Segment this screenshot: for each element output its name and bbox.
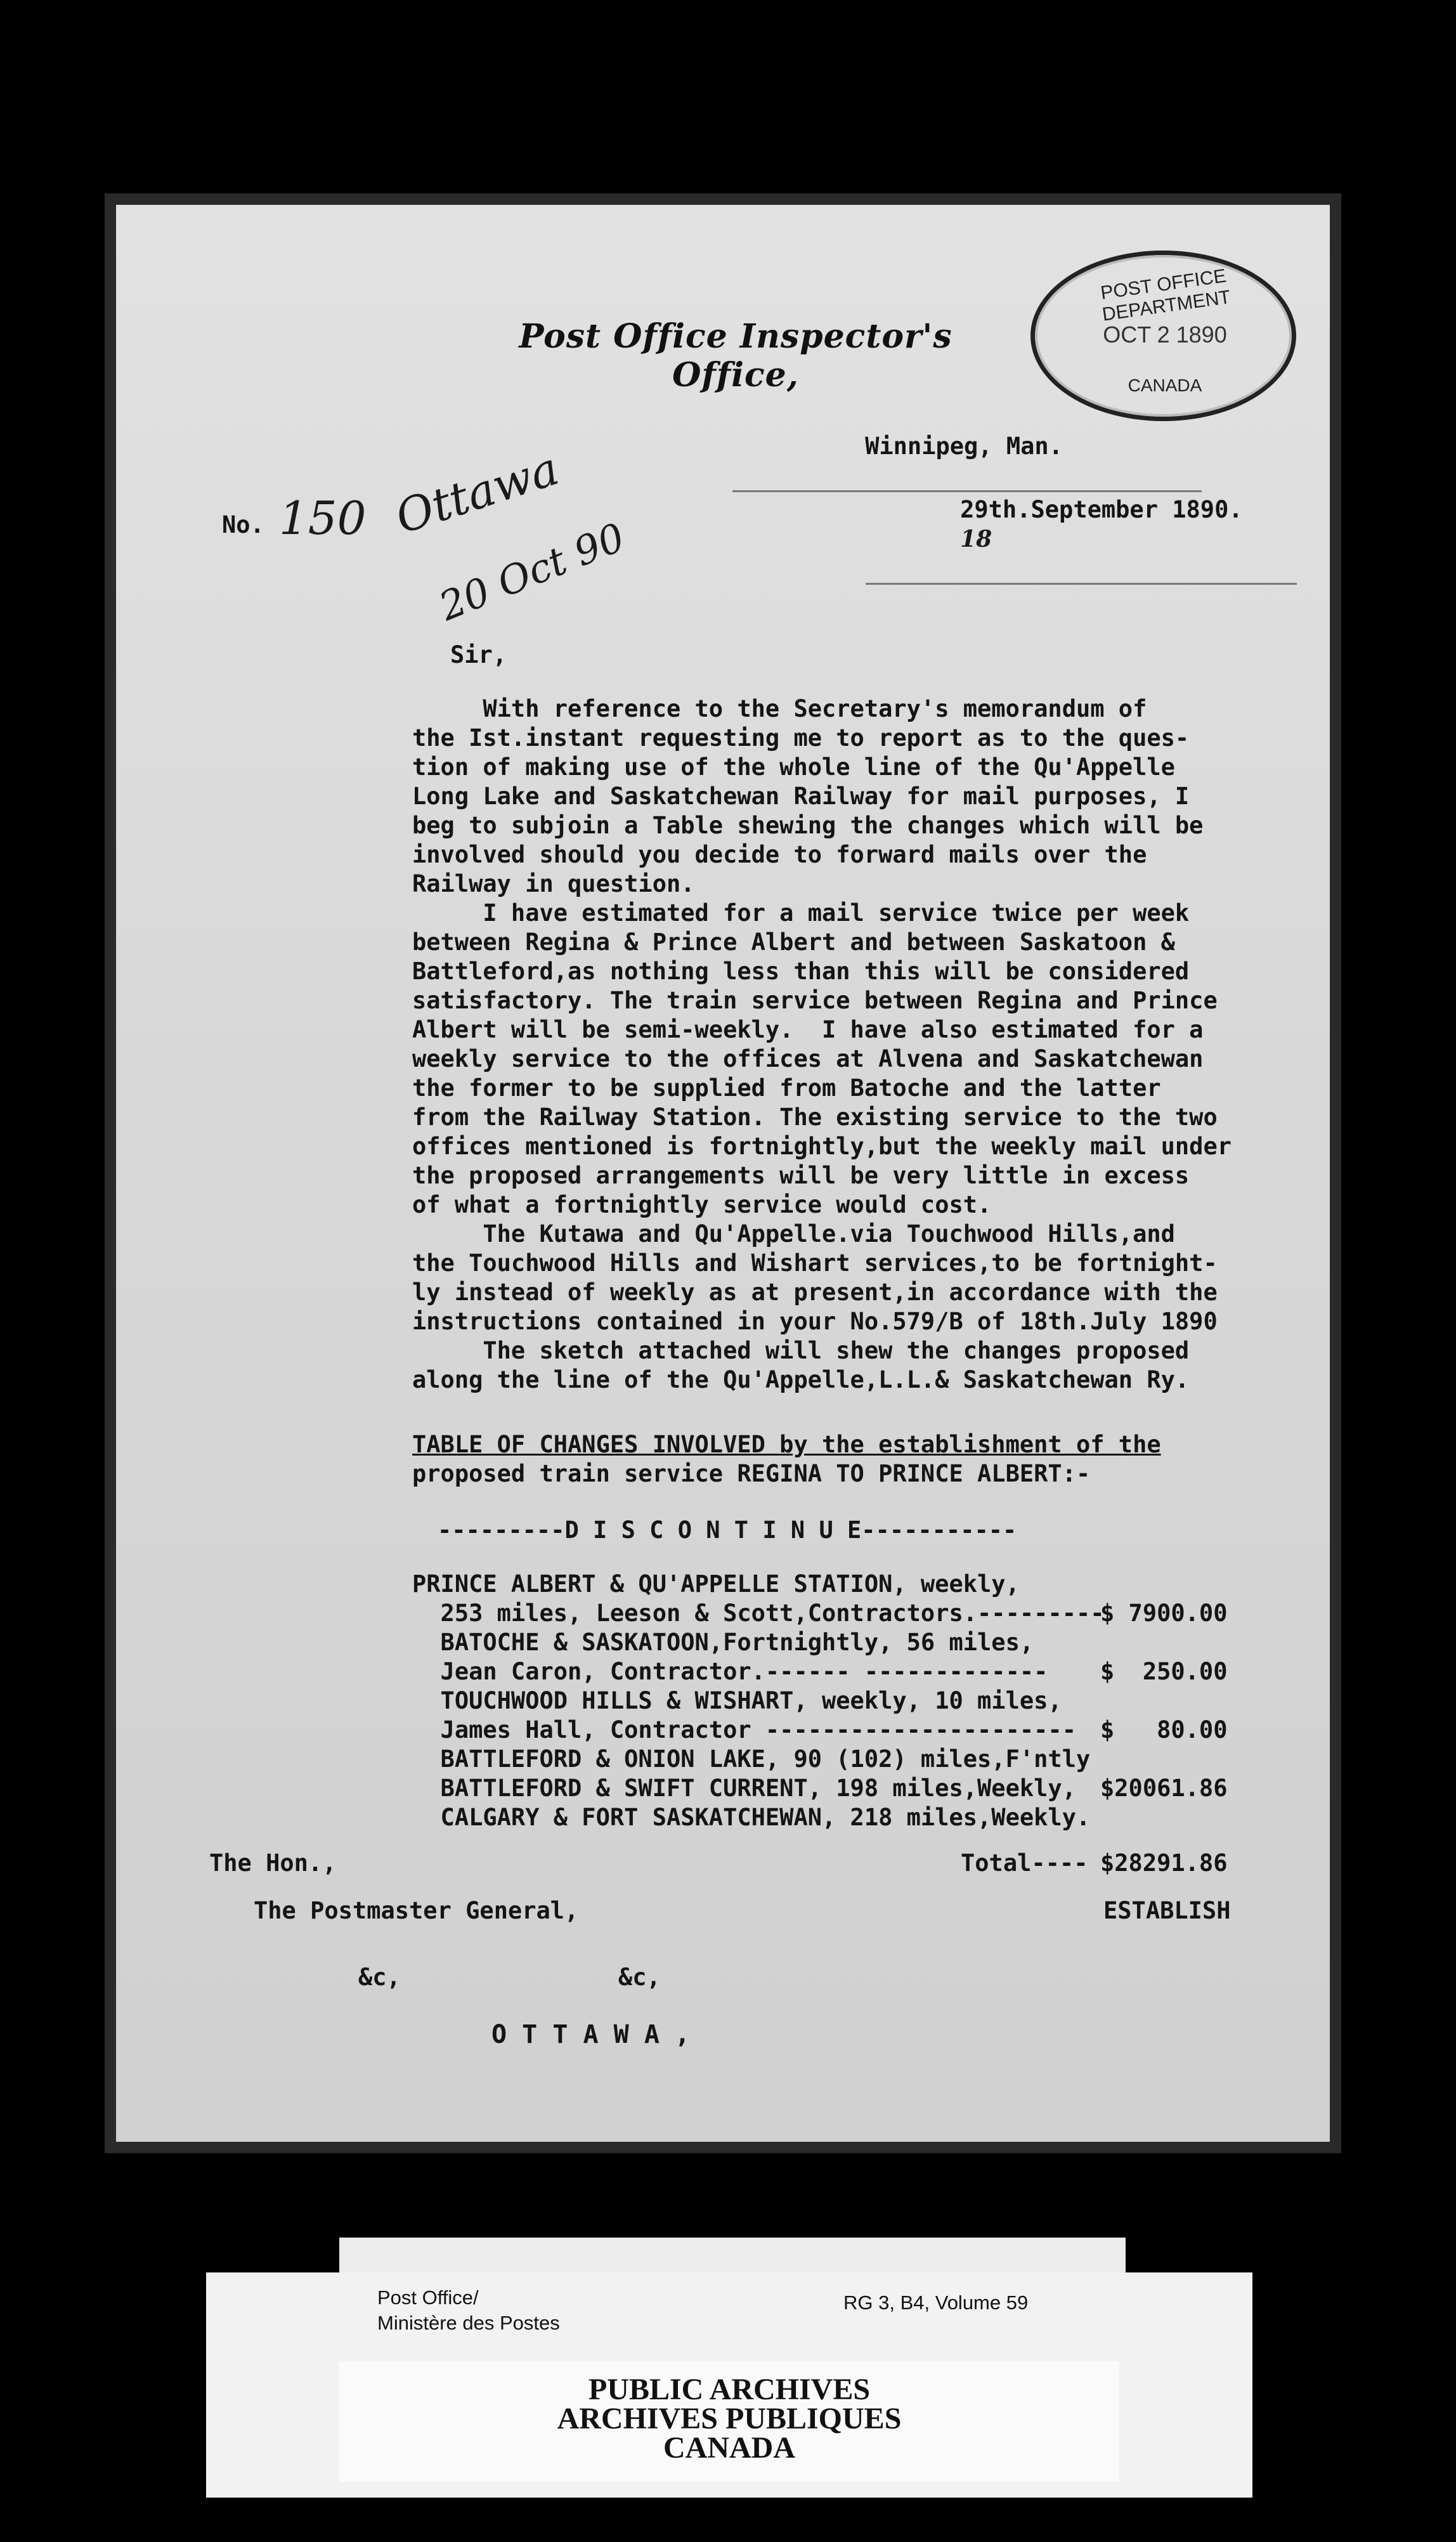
handwritten-note-ottawa: Ottawa xyxy=(389,441,565,544)
body-line: With reference to the Secretary's memorandum of xyxy=(412,695,1147,722)
body-line: Battleford,as nothing less than this will be considered xyxy=(412,958,1190,985)
body-line: I have estimated for a mail service twice per week xyxy=(412,899,1190,927)
table-row-description: BATTLEFORD & ONION LAKE, 90 (102) miles,F'ntly xyxy=(412,1745,1091,1773)
table-row-amount: $ 80.00 xyxy=(1100,1716,1228,1744)
body-line: offices mentioned is fortnightly,but the weekly mail under xyxy=(412,1133,1232,1160)
letterhead-title: Post Office Inspector's Office, xyxy=(519,317,952,394)
table-row-description: James Hall, Contractor ---------------------- xyxy=(412,1716,1076,1744)
table-row-amount: $20061.86 xyxy=(1100,1775,1228,1802)
addressee-etc-1: &c, xyxy=(358,1964,401,1991)
number-label: No. xyxy=(222,511,264,538)
salutation: Sir, xyxy=(450,641,507,668)
body-line: involved should you decide to forward mails over the xyxy=(412,841,1147,868)
archive-name-en: PUBLIC ARCHIVES xyxy=(588,2373,871,2406)
received-stamp xyxy=(1030,251,1296,421)
table-row-description: BATTLEFORD & SWIFT CURRENT, 198 miles,Weekly, xyxy=(412,1775,1076,1802)
table-row xyxy=(412,1774,1268,1803)
table-row-description: Jean Caron, Contractor.------ ------------- xyxy=(412,1658,1048,1685)
body-line: weekly service to the offices at Alvena and Saskatchewan xyxy=(412,1045,1204,1072)
stamp-date: OCT 2 1890 xyxy=(1103,322,1227,348)
archive-department: Post Office/ xyxy=(377,2286,479,2309)
table-row xyxy=(412,1745,1268,1774)
addressee-title: The Postmaster General, xyxy=(254,1897,579,1924)
body-line: beg to subjoin a Table shewing the changes which will be xyxy=(412,812,1204,839)
total-label: Total---- xyxy=(961,1849,1088,1877)
stamp-top-text: POST OFFICE DEPARTMENT xyxy=(1099,265,1232,325)
date-suffix: 18 xyxy=(960,526,992,552)
handwritten-number: 150 xyxy=(279,492,367,545)
body-line: The Kutawa and Qu'Appelle.via Touchwood Hills,and xyxy=(412,1220,1175,1248)
body-line: ly instead of weekly as at present,in accordance with the xyxy=(412,1279,1218,1306)
body-line: the Ist.instant requesting me to report as to the ques- xyxy=(412,724,1190,752)
body-line: Long Lake and Saskatchewan Railway for mail purposes, I xyxy=(412,783,1190,810)
body-line: the Touchwood Hills and Wishart services,to be fortnight- xyxy=(412,1249,1218,1277)
table-heading-1: TABLE OF CHANGES INVOLVED by the establishment of the xyxy=(412,1431,1161,1458)
total-value: $28291.86 xyxy=(1100,1849,1228,1877)
table-row xyxy=(412,1657,1268,1686)
table-row-amount: $ 7900.00 xyxy=(1100,1600,1228,1627)
body-line: the proposed arrangements will be very little in excess xyxy=(412,1162,1190,1189)
body-line: tion of making use of the whole line of the Qu'Appelle xyxy=(412,753,1175,781)
establish-heading: ESTABLISH xyxy=(1103,1897,1231,1924)
table-row-description: CALGARY & FORT SASKATCHEWAN, 218 miles,Weekly. xyxy=(412,1804,1091,1831)
body-line: the former to be supplied from Batoche and the latter xyxy=(412,1074,1161,1102)
body-line: of what a fortnightly service would cost. xyxy=(412,1191,992,1218)
letter-date: 29th.September 1890. xyxy=(960,496,1243,523)
stamp-bottom-text: CANADA xyxy=(1128,375,1202,395)
body-line: Railway in question. xyxy=(412,870,695,897)
body-line: from the Railway Station. The existing service to the two xyxy=(412,1104,1218,1131)
body-line: satisfactory. The train service between Regina and Prince xyxy=(412,987,1218,1014)
table-row xyxy=(412,1628,1268,1657)
table-row xyxy=(412,1716,1268,1745)
table-row xyxy=(412,1686,1268,1716)
body-line: along the line of the Qu'Appelle,L.L.& Saskatchewan Ry. xyxy=(412,1366,1190,1393)
addressee-hon: The Hon., xyxy=(209,1849,337,1877)
handwritten-note-date: 20 Oct 90 xyxy=(432,514,632,630)
body-line: instructions contained in your No.579/B of 18th.July 1890 xyxy=(412,1308,1218,1335)
addressee-etc-2: &c, xyxy=(618,1964,661,1991)
table-row-description: TOUCHWOOD HILLS & WISHART, weekly, 10 miles, xyxy=(412,1687,1062,1714)
table-row xyxy=(412,1570,1268,1599)
table-row-description: 253 miles, Leeson & Scott,Contractors.--------- xyxy=(412,1600,1105,1627)
place: Winnipeg, Man. xyxy=(865,433,1063,460)
table-row-description: PRINCE ALBERT & QU'APPELLE STATION, weekly, xyxy=(412,1570,1020,1598)
table-row xyxy=(412,1803,1268,1832)
table-heading-2: proposed train service REGINA TO PRINCE ALBERT:- xyxy=(412,1460,1091,1487)
letter-page xyxy=(105,193,1341,2153)
body-line: Albert will be semi-weekly. I have also estimated for a xyxy=(412,1016,1204,1043)
archive-name-fr: ARCHIVES PUBLIQUES xyxy=(557,2402,902,2435)
table-row-description: BATOCHE & SASKATOON,Fortnightly, 56 miles, xyxy=(412,1629,1034,1656)
archive-reference: RG 3, B4, Volume 59 xyxy=(843,2291,1029,2314)
table-row xyxy=(412,1599,1268,1628)
body-line: between Regina & Prince Albert and between Saskatoon & xyxy=(412,929,1175,956)
addressee-city: O T T A W A , xyxy=(491,2020,691,2049)
archive-department-fr: Ministère des Postes xyxy=(377,2312,560,2334)
table-row-amount: $ 250.00 xyxy=(1100,1658,1228,1685)
archive-country: CANADA xyxy=(663,2431,795,2465)
body-line: The sketch attached will shew the changes proposed xyxy=(412,1337,1190,1364)
discontinue-heading: ---------D I S C O N T I N U E----------- xyxy=(438,1516,1017,1544)
date-line xyxy=(866,466,1297,585)
archive-label xyxy=(206,2272,1252,2498)
